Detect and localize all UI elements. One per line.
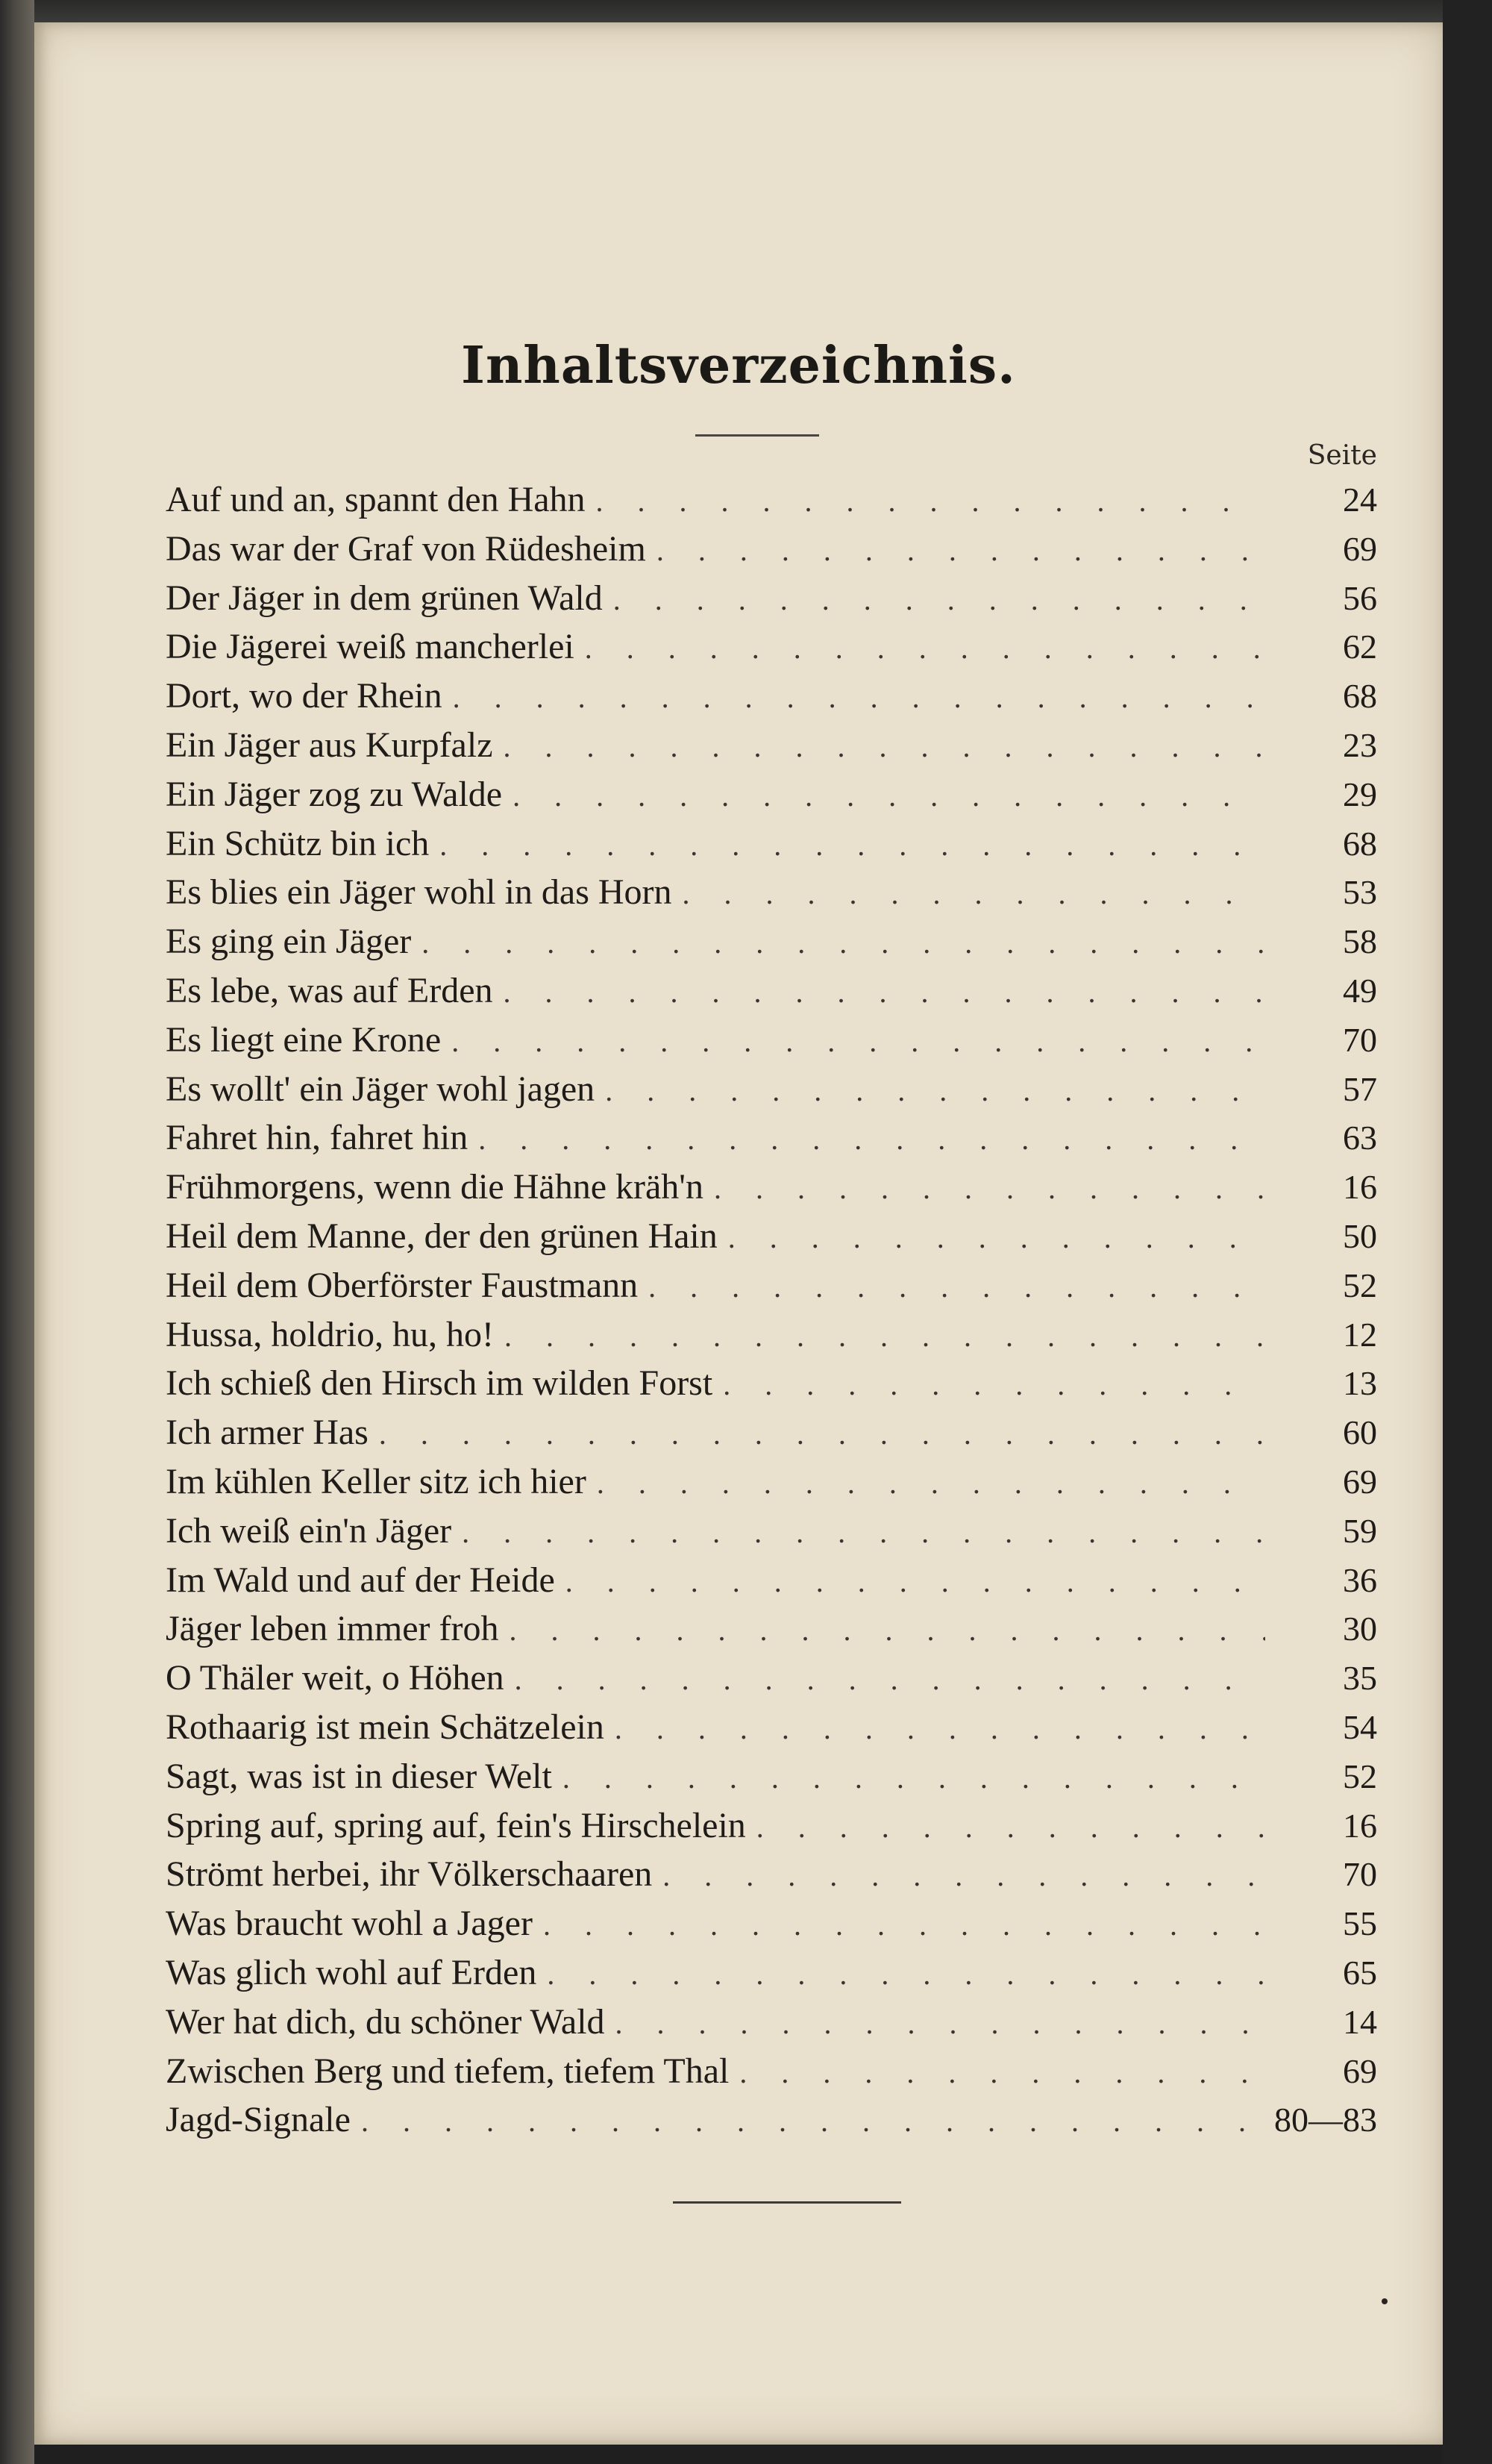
leader-dots xyxy=(439,828,1265,863)
toc-entry-title: Es lebe, was auf Erden xyxy=(166,970,493,1010)
leader-dots xyxy=(605,1073,1265,1108)
toc-entry-page: 69 xyxy=(1343,529,1377,568)
toc-entry xyxy=(166,1412,1377,1461)
leader-dots xyxy=(361,2104,1265,2139)
toc-entry-page: 14 xyxy=(1343,2002,1377,2041)
page-column-label: Seite xyxy=(1307,440,1377,471)
toc-entry-page: 29 xyxy=(1343,775,1377,813)
toc-entry-page: 80—83 xyxy=(1274,2101,1377,2139)
toc-entry xyxy=(166,1952,1377,2001)
toc-entry-page: 65 xyxy=(1343,1953,1377,1992)
leader-dots xyxy=(585,631,1265,666)
leader-dots xyxy=(504,729,1266,764)
leader-dots xyxy=(565,1564,1265,1599)
toc-entry-title: Dort, wo der Rhein xyxy=(166,676,442,716)
leader-dots xyxy=(756,1810,1265,1845)
toc-entry-page: 16 xyxy=(1343,1168,1377,1207)
toc-entry-page: 49 xyxy=(1343,971,1377,1010)
leader-dots xyxy=(451,1024,1265,1059)
leader-dots xyxy=(379,1416,1265,1451)
toc-entry xyxy=(166,1657,1377,1707)
toc-entry xyxy=(166,1265,1377,1314)
toc-entry-page: 70 xyxy=(1343,1855,1377,1894)
leader-dots xyxy=(513,778,1265,813)
toc-entry xyxy=(166,1707,1377,1756)
toc-entry xyxy=(166,1117,1377,1166)
toc-entry-page: 59 xyxy=(1343,1511,1377,1550)
toc-entry-title: Was glich wohl auf Erden xyxy=(166,1952,537,1992)
toc-entry-title: Ich armer Has xyxy=(166,1413,369,1453)
leader-dots xyxy=(662,1858,1265,1893)
toc-entry-title: Frühmorgens, wenn die Hähne kräh'n xyxy=(166,1167,703,1207)
toc-entry-page: 12 xyxy=(1343,1315,1377,1354)
toc-entry xyxy=(166,1608,1377,1657)
leader-dots xyxy=(478,1122,1265,1157)
toc-entry xyxy=(166,2099,1377,2148)
leader-dots xyxy=(562,1760,1265,1795)
toc-entry xyxy=(166,1903,1377,1952)
title-divider xyxy=(695,434,819,437)
toc-entry xyxy=(166,872,1377,921)
toc-entry xyxy=(166,1461,1377,1510)
toc-entry-title: Wer hat dich, du schöner Wald xyxy=(166,2001,605,2042)
toc-entry xyxy=(166,970,1377,1019)
toc-entry xyxy=(166,1166,1377,1216)
toc-entry-title: Was braucht wohl a Jager xyxy=(166,1904,533,1944)
leader-dots xyxy=(613,582,1265,617)
leader-dots xyxy=(504,975,1266,1010)
leader-dots xyxy=(615,1711,1265,1746)
bottom-divider xyxy=(673,2201,901,2204)
toc-entry xyxy=(166,921,1377,970)
toc-entry xyxy=(166,1216,1377,1265)
toc-entry-title: Es liegt eine Krone xyxy=(166,1019,442,1060)
leader-dots xyxy=(543,1907,1265,1942)
toc-entry-title: Ein Schütz bin ich xyxy=(166,823,430,863)
toc-entry-page: 55 xyxy=(1343,1904,1377,1943)
toc-entry-title: Ich weiß ein'n Jäger xyxy=(166,1510,452,1551)
paper-speck xyxy=(1382,2298,1388,2304)
toc-entry-page: 57 xyxy=(1343,1069,1377,1108)
toc-entry-title: Ich schieß den Hirsch im wilden Forst xyxy=(166,1363,713,1404)
leader-dots xyxy=(723,1367,1265,1402)
toc-entry xyxy=(166,774,1377,823)
toc-entry xyxy=(166,675,1377,725)
toc-entry-page: 35 xyxy=(1343,1659,1377,1698)
toc-entry-title: Der Jäger in dem grünen Wald xyxy=(166,578,603,618)
toc-entry-title: Auf und an, spannt den Hahn xyxy=(166,480,586,519)
toc-entry-page: 36 xyxy=(1343,1560,1377,1599)
toc-entry xyxy=(166,1854,1377,1903)
toc-entry-title: Das war der Graf von Rüdesheim xyxy=(166,528,646,569)
leader-dots xyxy=(596,484,1265,519)
toc-entry xyxy=(166,823,1377,872)
scan-border xyxy=(0,0,1492,22)
toc-entry-title: Ein Jäger zog zu Walde xyxy=(166,774,503,814)
toc-entry-page: 60 xyxy=(1343,1413,1377,1452)
toc-entry-title: Ein Jäger aus Kurpfalz xyxy=(166,725,493,765)
toc-entry-title: Strömt herbei, ihr Völkerschaaren xyxy=(166,1854,653,1895)
toc-entry xyxy=(166,479,1377,528)
leader-dots xyxy=(648,1269,1265,1304)
toc-entry-page: 68 xyxy=(1343,824,1377,863)
leader-dots xyxy=(615,2006,1265,2041)
toc-entry-page: 52 xyxy=(1343,1757,1377,1795)
toc-entry-page: 69 xyxy=(1343,1462,1377,1501)
toc-entry-page: 56 xyxy=(1343,578,1377,617)
leader-dots xyxy=(504,1319,1265,1354)
toc-entry xyxy=(166,1756,1377,1805)
toc-entry-page: 54 xyxy=(1343,1707,1377,1746)
toc-entry-page: 24 xyxy=(1343,481,1377,519)
toc-entry-title: Fahret hin, fahret hin xyxy=(166,1118,468,1158)
toc-entry-title: O Thäler weit, o Höhen xyxy=(166,1658,504,1698)
leader-dots xyxy=(597,1466,1265,1501)
toc-entry-title: Heil dem Oberförster Faustmann xyxy=(166,1265,639,1305)
leader-dots xyxy=(509,1613,1265,1648)
toc-entry-page: 68 xyxy=(1343,677,1377,716)
toc-entry-page: 70 xyxy=(1343,1020,1377,1059)
toc-entry xyxy=(166,1805,1377,1854)
toc-entry xyxy=(166,1510,1377,1560)
leader-dots xyxy=(421,925,1265,960)
toc-entry xyxy=(166,528,1377,578)
toc-entry xyxy=(166,578,1377,627)
leader-dots xyxy=(683,876,1265,911)
leader-dots xyxy=(453,680,1265,715)
toc-entry xyxy=(166,2001,1377,2051)
toc-entry-title: Sagt, was ist in dieser Welt xyxy=(166,1756,552,1796)
toc-entry-page: 30 xyxy=(1343,1610,1377,1648)
leader-dots xyxy=(656,533,1265,568)
toc-entry xyxy=(166,626,1377,675)
leader-dots xyxy=(728,1220,1265,1255)
toc-entry-title: Spring auf, spring auf, fein's Hirschelein xyxy=(166,1805,746,1845)
toc-entry-page: 13 xyxy=(1343,1364,1377,1403)
leader-dots xyxy=(547,1957,1265,1992)
page-title: Inhaltsverzeichnis. xyxy=(461,336,1016,395)
toc-entry xyxy=(166,1314,1377,1363)
toc-entry-title: Es wollt' ein Jäger wohl jagen xyxy=(166,1069,595,1109)
toc-entry xyxy=(166,1560,1377,1609)
toc-entry-page: 16 xyxy=(1343,1806,1377,1845)
toc-entry-title: Die Jägerei weiß mancherlei xyxy=(166,627,574,667)
toc-entry-title: Im kühlen Keller sitz ich hier xyxy=(166,1461,586,1501)
toc-entry xyxy=(166,725,1377,774)
toc-entry-title: Zwischen Berg und tiefem, tiefem Thal xyxy=(166,2051,730,2091)
toc-entry xyxy=(166,2051,1377,2100)
leader-dots xyxy=(739,2055,1265,2090)
toc-entry-page: 58 xyxy=(1343,922,1377,961)
toc-entry-title: Es blies ein Jäger wohl in das Horn xyxy=(166,872,672,913)
toc-entry-title: Im Wald und auf der Heide xyxy=(166,1560,555,1600)
toc-entry-title: Jagd-Signale xyxy=(166,2100,351,2140)
table-of-contents xyxy=(166,479,1377,2148)
leader-dots xyxy=(462,1515,1265,1550)
toc-entry-title: Hussa, holdrio, hu, ho! xyxy=(166,1314,494,1354)
toc-entry-page: 69 xyxy=(1343,2051,1377,2090)
toc-entry-title: Rothaarig ist mein Schätzelein xyxy=(166,1707,604,1747)
scan-background-right xyxy=(1443,0,1492,2464)
toc-entry xyxy=(166,1019,1377,1069)
toc-entry-page: 53 xyxy=(1343,873,1377,912)
toc-entry-title: Heil dem Manne, der den grünen Hain xyxy=(166,1216,718,1256)
toc-entry-title: Es ging ein Jäger xyxy=(166,922,412,962)
toc-entry-page: 62 xyxy=(1343,628,1377,666)
toc-entry-page: 52 xyxy=(1343,1266,1377,1304)
book-page xyxy=(34,22,1443,2445)
leader-dots xyxy=(714,1171,1265,1206)
book-spine-edge xyxy=(0,0,34,2464)
toc-entry xyxy=(166,1363,1377,1412)
toc-entry-page: 63 xyxy=(1343,1119,1377,1157)
toc-entry-page: 23 xyxy=(1343,725,1377,764)
toc-entry xyxy=(166,1069,1377,1118)
toc-entry-title: Jäger leben immer froh xyxy=(166,1609,499,1649)
toc-entry-page: 50 xyxy=(1343,1216,1377,1255)
leader-dots xyxy=(515,1662,1265,1697)
